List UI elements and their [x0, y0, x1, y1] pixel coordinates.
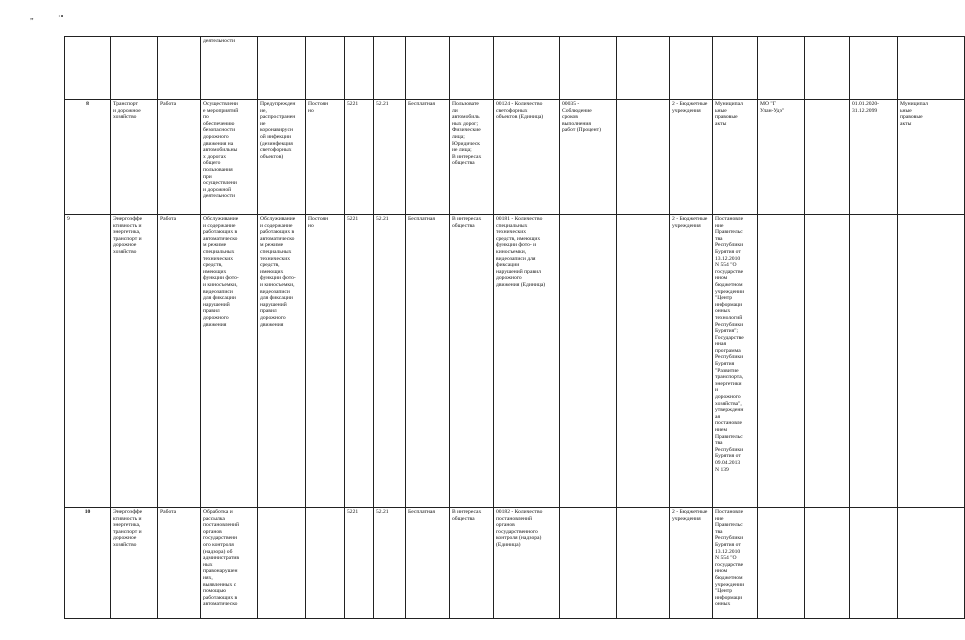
cell-quality-indicator — [560, 215, 617, 508]
cell-payment: Бесплатная — [406, 100, 450, 215]
cell-volume-indicator: 00182 - Количество постановлений органов государственного контроля (надзора) (Единица) — [494, 508, 560, 619]
cell-payment: Бесплатная — [406, 508, 450, 619]
cell-volume-indicator: 00124 - Количество светофорных объектов (Единица) — [494, 100, 560, 215]
cell-consumers: В интересах общества — [450, 215, 494, 508]
cell-founder — [758, 508, 805, 619]
table-row — [65, 508, 965, 619]
cell-condition: Постоян но — [306, 100, 345, 215]
cell-institution-type: 2 - Бюджетные учреждения — [670, 100, 713, 215]
services-table — [64, 36, 965, 619]
cell-empty — [805, 100, 850, 215]
cell-institution-type: 2 - Бюджетные учреждения — [670, 508, 713, 619]
cell-empty — [805, 215, 850, 508]
cell-quality-indicator: 00035 - Соблюдение сроков выполнения работ (Процент) — [560, 100, 617, 215]
cell-condition — [306, 508, 345, 619]
cell-okved — [374, 37, 406, 100]
table-row — [65, 215, 965, 508]
cell-code: 5221 — [345, 100, 374, 215]
cell-legal-acts — [898, 508, 965, 619]
cell-legal-basis: Муниципал ьные правовые акты — [713, 100, 758, 215]
cell-period — [850, 215, 898, 508]
cell-okved: 52.21 — [374, 215, 406, 508]
scan-mark: „ — [30, 12, 34, 21]
cell-legal-acts — [898, 215, 965, 508]
cell-type — [158, 37, 201, 100]
row-number: 10 — [65, 508, 111, 619]
cell-code — [345, 37, 374, 100]
cell-sphere: Энергоэффе ктивность и энергетика, транспорт и дорожное хозяйство — [111, 215, 158, 508]
cell-code: 5221 — [345, 508, 374, 619]
cell-founder — [758, 215, 805, 508]
cell-empty — [617, 508, 670, 619]
cell-work-name: Обработка и рассылка постановлений органов государственн ого контроля (надзора) об административ ных правонарушен иях, выявленных с помощью работающих в автоматическо — [201, 508, 258, 619]
cell-type: Работа — [158, 100, 201, 215]
cell-type: Работа — [158, 215, 201, 508]
cell-quality-indicator — [560, 508, 617, 619]
cell-code: 5221 — [345, 215, 374, 508]
cell-founder — [758, 37, 805, 100]
cell-legal-basis: Постановле ние Правительс тва Республики Бурятия от 13.12.2010 N 554 "О государстве нном бюджетном учреждении "Центр информаци онных технологий Республики Бурятия"; Государстве нная программа Республики Бурятия "Развитие транспорта, энергетики и дорожного хозяйства", утвержденн ая постановле нием Правительс тва Республики Бурятия от 09.04.2013 N 139 — [713, 215, 758, 508]
cell-condition: Постоян но — [306, 215, 345, 508]
table-row — [65, 100, 965, 215]
cell-payment: Бесплатная — [406, 215, 450, 508]
cell-empty — [805, 508, 850, 619]
cell-empty — [805, 37, 850, 100]
cell-payment — [406, 37, 450, 100]
cell-sphere: Энергоэффе ктивность и энергетика, транспорт и дорожное хозяйство — [111, 508, 158, 619]
cell-type: Работа — [158, 508, 201, 619]
cell-legal-acts: Муниципал ьные правовые акты — [898, 100, 965, 215]
cell-number — [65, 37, 111, 100]
cell-sphere — [111, 37, 158, 100]
cell-institution-type: 2 - Бюджетные учреждения — [670, 215, 713, 508]
cell-consumers — [450, 37, 494, 100]
cell-volume-indicator — [494, 37, 560, 100]
cell-empty — [617, 215, 670, 508]
cell-period — [850, 508, 898, 619]
cell-empty — [617, 100, 670, 215]
cell-content — [258, 508, 306, 619]
cell-work-name: деятельности — [201, 37, 258, 100]
cell-condition — [306, 37, 345, 100]
cell-content — [258, 37, 306, 100]
cell-content: Предупрежден ие, распространен ие коронавирусн ой инфекции (дезинфекция светофорных объектов) — [258, 100, 306, 215]
cell-period: 01.01.2020- 31.12.2099 — [850, 100, 898, 215]
cell-legal-basis: Постановле ние Правительс тва Республики Бурятия от 13.12.2010 N 554 "О государстве нном бюджетном учреждении "Центр информаци онных — [713, 508, 758, 619]
cell-consumers: В интересах общества — [450, 508, 494, 619]
row-number: 8 — [65, 100, 111, 215]
cell-okved: 52.21 — [374, 100, 406, 215]
cell-sphere: Транспорт и дорожное хозяйство — [111, 100, 158, 215]
cell-legal-acts — [898, 37, 965, 100]
cell-quality-indicator — [560, 37, 617, 100]
row-number: 9 — [65, 215, 111, 508]
cell-work-name: Осуществлени е мероприятий по обеспечению безопасности дорожного движения на автомобильны х дорогах общего пользования при осуществлени и дорожной деятельности — [201, 100, 258, 215]
cell-volume-indicator: 00181 - Количество специальных технических средств, имеющих функции фото- и киносъемки, видеозаписи для фиксации нарушений правил дорожного движения (Единица) — [494, 215, 560, 508]
cell-okved: 52.21 — [374, 508, 406, 619]
cell-work-name: Обслуживание и содержание работающих в автоматическо м режиме специальных технических средств, имеющих функции фото- и киносъемки, видеозаписи для фиксации нарушений правил дорожного движения — [201, 215, 258, 508]
cell-consumers: Пользовате ли автомобиль ных дорог; Физические лица; Юридическ ие лица; В интересах общества — [450, 100, 494, 215]
cell-institution-type — [670, 37, 713, 100]
cell-empty — [617, 37, 670, 100]
cell-period — [850, 37, 898, 100]
cell-content: Обслуживание и содержание работающих в автоматическо м режиме специальных технических средств, имеющих функции фото- и киносъемки, видеозаписи для фиксации нарушений правил дорожного движения — [258, 215, 306, 508]
scan-mark: ·• — [58, 12, 64, 21]
table-row — [65, 37, 965, 100]
cell-legal-basis — [713, 37, 758, 100]
cell-founder: МО "Г Улан-Удэ" — [758, 100, 805, 215]
